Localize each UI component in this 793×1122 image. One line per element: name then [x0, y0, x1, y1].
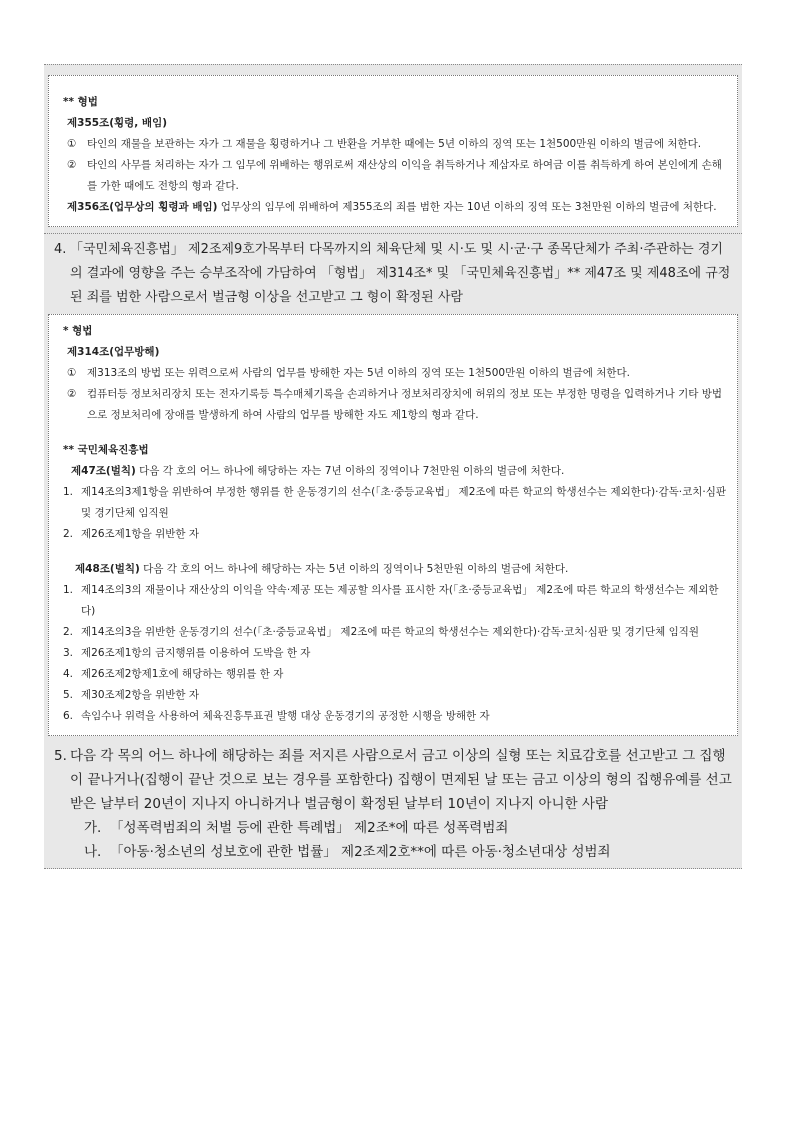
para-text: 컴퓨터등 정보처리장치 또는 전자기록등 특수매체기록을 손괴하거나 정보처리장치에 허위의 정보 또는 부정한 명령을 입력하거나 기타 방법으로 정보처리에 장애를 발생하게 하여 사람의 업무를 방해한 자도 제1항의 형과 같다.: [87, 388, 723, 421]
sub-text: 「성폭력범죄의 처벌 등에 관한 특례법」 제2조*에 따른 성폭력범죄: [110, 820, 509, 836]
sub-text: 「아동·청소년의 성보호에 관한 법률」 제2조제2호**에 따른 아동·청소년대상 성범죄: [110, 844, 611, 860]
article-356: [67, 197, 729, 218]
box1-wrapper: [44, 75, 742, 233]
article-355-para-2: [67, 155, 729, 197]
article-356-text: 업무상의 임무에 위배하여 제355조의 죄를 범한 자는 10년 이하의 징역 또는 3천만원 이하의 벌금에 처한다.: [220, 201, 717, 213]
box2-heading-criminal-act: * 형법: [63, 325, 93, 337]
item-5-number: 5.: [54, 748, 67, 764]
article-48-item-2: [63, 622, 729, 643]
article-48-item-6: [63, 706, 729, 727]
item-5-text: 다음 각 목의 어느 하나에 해당하는 죄를 저지른 사람으로서 금고 이상의 실형 또는 치료감호를 선고받고 그 집행이 끝나거나(집행이 끝난 것으로 보는 경우를 포함한다) 집행이 면제된 날 또는 금고 이상의 형의 집행유예를 선고받은 날부터 20년이 지나지 아니하거나 벌금형이 확정된 날부터 10년이 지나지 아니한 사람: [70, 748, 732, 812]
para-number: ①: [67, 138, 77, 150]
article-314-para-1: [67, 363, 729, 384]
box2-heading-sports-act: ** 국민체육진흥법: [63, 444, 149, 456]
article-355-title: 제355조(횡령, 배임): [67, 117, 168, 129]
article-314-title-row: [67, 342, 729, 363]
item-5-row: [54, 744, 734, 816]
item-number: 4.: [63, 668, 74, 680]
item-5: [44, 740, 742, 869]
item-number: 1.: [63, 584, 74, 596]
sub-number: 가.: [84, 820, 102, 836]
item-number: 5.: [63, 689, 74, 701]
para-number: ②: [67, 388, 77, 400]
item-number: 2.: [63, 528, 74, 540]
box1-heading: ** 형법: [63, 96, 98, 108]
article-47-title: 제47조(벌칙): [71, 465, 136, 477]
item-text: 제30조제2항을 위반한 자: [81, 689, 200, 701]
reference-box-criminal-act-355: [48, 75, 738, 227]
para-number: ①: [67, 367, 77, 379]
item-number: 3.: [63, 647, 74, 659]
article-48-title: 제48조(벌칙): [75, 563, 140, 575]
reference-box-criminal-act-314-sports-act: [48, 314, 738, 736]
sub-number: 나.: [84, 844, 102, 860]
item-4-text: 「국민체육진흥법」 제2조제9호가목부터 다목까지의 체육단체 및 시·도 및 시·군·구 종목단체가 주최·주관하는 경기의 결과에 영향을 주는 승부조작에 가담하여 「형법」 제314조* 및 「국민체육진흥법」** 제47조 및 제48조에 규정된 죄를 범한 사람으로서 벌금형 이상을 선고받고 그 형이 확정된 사람: [70, 242, 731, 305]
item-text: 제14조의3제1항을 위반하여 부정한 행위를 한 운동경기의 선수(「초·중등교육법」 제2조에 따른 학교의 학생선수는 제외한다)·감독·코치·심판 및 경기단체 임직원: [81, 486, 726, 519]
article-47-item-1: [63, 482, 729, 524]
para-text: 타인의 재물을 보관하는 자가 그 재물을 횡령하거나 그 반환을 거부한 때에는 5년 이하의 징역 또는 1천500만원 이하의 벌금에 처한다.: [87, 138, 702, 150]
article-48-item-4: [63, 664, 729, 685]
spacer: [61, 545, 729, 559]
item-5-sub-ga: [84, 816, 734, 840]
article-355-para-1: [67, 134, 729, 155]
item-text: 속임수나 위력을 사용하여 체육진흥투표권 발행 대상 운동경기의 공정한 시행을 방해한 자: [81, 710, 490, 722]
item-text: 제26조제1항의 금지행위를 이용하여 도박을 한 자: [81, 647, 311, 659]
article-355-title-row: [67, 113, 729, 134]
article-47-item-2: [63, 524, 729, 545]
article-356-title: 제356조(업무상의 횡령과 배임): [67, 201, 218, 213]
article-47-text: 다음 각 호의 어느 하나에 해당하는 자는 7년 이하의 징역이나 7천만원 이하의 벌금에 처한다.: [139, 465, 565, 477]
article-314-title: 제314조(업무방해): [67, 346, 160, 358]
item-4-number: 4.: [54, 242, 67, 257]
item-4-row: [54, 238, 734, 310]
article-48-item-1: [63, 580, 729, 622]
article-48: [75, 559, 729, 580]
document-page: [44, 64, 742, 869]
article-48-item-3: [63, 643, 729, 664]
spacer: [61, 426, 729, 440]
item-text: 제26조제1항을 위반한 자: [81, 528, 200, 540]
article-48-item-5: [63, 685, 729, 706]
item-text: 제26조제2항제1호에 해당하는 행위를 한 자: [81, 668, 284, 680]
para-text: 제313조의 방법 또는 위력으로써 사람의 업무를 방해한 자는 5년 이하의 징역 또는 1천500만원 이하의 벌금에 처한다.: [87, 367, 630, 379]
item-4: [44, 233, 742, 314]
item-number: 1.: [63, 486, 74, 498]
section-top-rule: [44, 64, 742, 75]
item-number: 2.: [63, 626, 74, 638]
para-text: 타인의 사무를 처리하는 자가 그 임무에 위배하는 행위로써 재산상의 이익을 취득하거나 제삼자로 하여금 이를 취득하게 하여 본인에게 손해를 가한 때에도 전항의 형과 같다.: [87, 159, 722, 192]
box2-wrapper: [44, 314, 742, 740]
item-5-sub-na: [84, 840, 734, 864]
article-314-para-2: [67, 384, 729, 426]
item-number: 6.: [63, 710, 74, 722]
para-number: ②: [67, 159, 77, 171]
article-47: [71, 461, 729, 482]
item-text: 제14조의3을 위반한 운동경기의 선수(「초·중등교육법」 제2조에 따른 학교의 학생선수는 제외한다)·감독·코치·심판 및 경기단체 임직원: [81, 626, 700, 638]
article-48-text: 다음 각 호의 어느 하나에 해당하는 자는 5년 이하의 징역이나 5천만원 이하의 벌금에 처한다.: [143, 563, 569, 575]
item-text: 제14조의3의 재물이나 재산상의 이익을 약속·제공 또는 제공할 의사를 표시한 자(「초·중등교육법」 제2조에 따른 학교의 학생선수는 제외한다): [81, 584, 719, 617]
